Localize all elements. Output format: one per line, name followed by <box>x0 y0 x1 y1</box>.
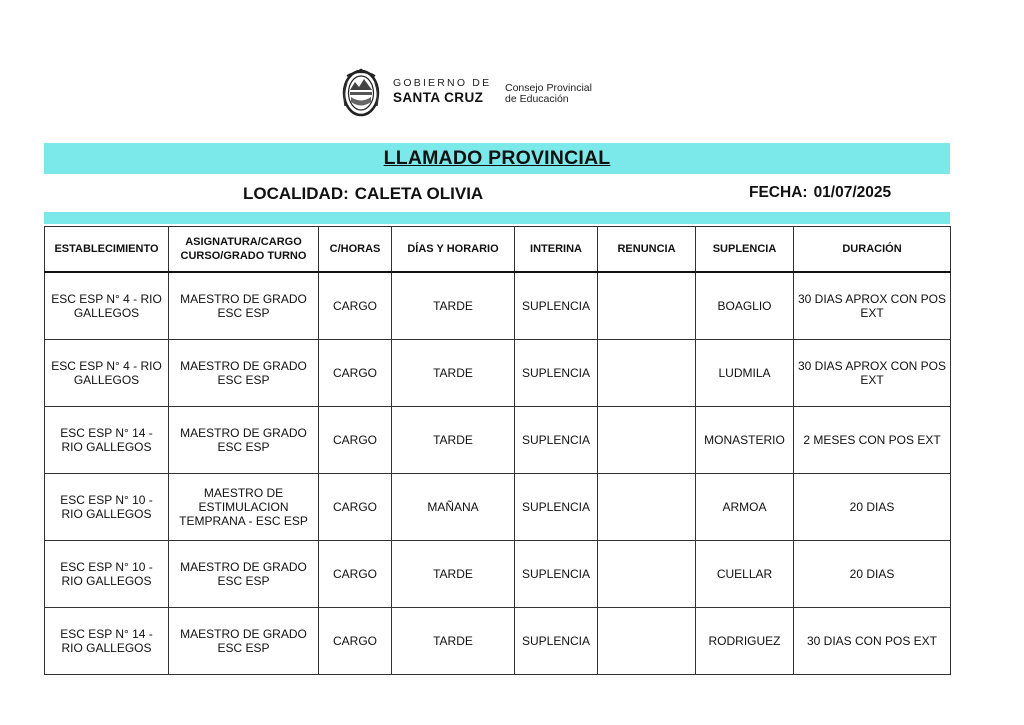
cell-asignatura: MAESTRO DE GRADO ESC ESP <box>169 541 319 608</box>
header-duracion: DURACIÓN <box>794 227 951 273</box>
cell-duracion: 30 DIAS CON POS EXT <box>794 608 951 675</box>
cell-choras: CARGO <box>319 474 392 541</box>
cell-interina: SUPLENCIA <box>515 407 598 474</box>
province-name: SANTA CRUZ <box>393 90 484 105</box>
cell-suplencia: RODRIGUEZ <box>696 608 794 675</box>
cell-choras: CARGO <box>319 541 392 608</box>
cell-asignatura: MAESTRO DE GRADO ESC ESP <box>169 340 319 407</box>
header-suplencia: SUPLENCIA <box>696 227 794 273</box>
cell-duracion: 20 DIAS <box>794 474 951 541</box>
header-asignatura-line2: CURSO/GRADO TURNO <box>180 250 307 262</box>
cell-asignatura: MAESTRO DE GRADO ESC ESP <box>169 608 319 675</box>
cell-asignatura: MAESTRO DE GRADO ESC ESP <box>169 407 319 474</box>
cell-interina: SUPLENCIA <box>515 340 598 407</box>
header-dias: DÍAS Y HORARIO <box>392 227 515 273</box>
cell-duracion: 20 DIAS <box>794 541 951 608</box>
header-asignatura <box>169 227 319 273</box>
cell-establecimiento: ESC ESP N° 10 - RIO GALLEGOS <box>45 541 169 608</box>
cell-dias: TARDE <box>392 608 515 675</box>
cell-interina: SUPLENCIA <box>515 541 598 608</box>
table-row <box>45 407 951 474</box>
cell-establecimiento: ESC ESP N° 14 - RIO GALLEGOS <box>45 608 169 675</box>
cell-dias: TARDE <box>392 340 515 407</box>
cell-duracion: 2 MESES CON POS EXT <box>794 407 951 474</box>
header-interina: INTERINA <box>515 227 598 273</box>
cell-renuncia <box>598 407 696 474</box>
table-row <box>45 474 951 541</box>
header-establecimiento: ESTABLECIMIENTO <box>45 227 169 273</box>
cell-choras: CARGO <box>319 272 392 340</box>
header-renuncia: RENUNCIA <box>598 227 696 273</box>
title-band <box>44 143 950 174</box>
cell-choras: CARGO <box>319 407 392 474</box>
cell-renuncia <box>598 272 696 340</box>
header-logo <box>341 66 603 120</box>
header-choras: C/HORAS <box>319 227 392 273</box>
locality-line <box>243 184 483 204</box>
cell-choras: CARGO <box>319 608 392 675</box>
cell-establecimiento: ESC ESP N° 10 - RIO GALLEGOS <box>45 474 169 541</box>
cell-renuncia <box>598 340 696 407</box>
table-header-row <box>45 227 951 273</box>
cell-renuncia <box>598 608 696 675</box>
table-row <box>45 608 951 675</box>
government-label: GOBIERNO DE <box>393 77 492 89</box>
cell-dias: TARDE <box>392 272 515 340</box>
cell-suplencia: ARMOA <box>696 474 794 541</box>
locality-label: LOCALIDAD: <box>243 184 349 203</box>
council-name-line2: de Educación <box>505 93 569 105</box>
cell-dias: TARDE <box>392 541 515 608</box>
cell-suplencia: CUELLAR <box>696 541 794 608</box>
divider-band <box>44 212 950 224</box>
cell-duracion: 30 DIAS APROX CON POS EXT <box>794 272 951 340</box>
cell-renuncia <box>598 541 696 608</box>
cell-establecimiento: ESC ESP N° 14 - RIO GALLEGOS <box>45 407 169 474</box>
cell-interina: SUPLENCIA <box>515 474 598 541</box>
cell-choras: CARGO <box>319 340 392 407</box>
cell-asignatura: MAESTRO DE ESTIMULACION TEMPRANA - ESC ESP <box>169 474 319 541</box>
cell-suplencia: BOAGLIO <box>696 272 794 340</box>
cell-dias: TARDE <box>392 407 515 474</box>
table-row <box>45 541 951 608</box>
table-row <box>45 340 951 407</box>
provincial-seal-icon <box>341 66 381 118</box>
vacancies-table <box>44 226 951 675</box>
cell-renuncia <box>598 474 696 541</box>
cell-suplencia: LUDMILA <box>696 340 794 407</box>
date-value: 01/07/2025 <box>813 184 892 201</box>
cell-suplencia: MONASTERIO <box>696 407 794 474</box>
header-asignatura-line1: ASIGNATURA/CARGO <box>185 236 302 248</box>
cell-dias: MAÑANA <box>392 474 515 541</box>
cell-interina: SUPLENCIA <box>515 608 598 675</box>
locality-value: CALETA OLIVIA <box>354 184 484 203</box>
cell-interina: SUPLENCIA <box>515 272 598 340</box>
table-row <box>45 272 951 340</box>
cell-asignatura: MAESTRO DE GRADO ESC ESP <box>169 272 319 340</box>
cell-establecimiento: ESC ESP N° 4 - RIO GALLEGOS <box>45 340 169 407</box>
cell-establecimiento: ESC ESP N° 4 - RIO GALLEGOS <box>45 272 169 340</box>
document-title: LLAMADO PROVINCIAL <box>383 147 611 169</box>
cell-duracion: 30 DIAS APROX CON POS EXT <box>794 340 951 407</box>
council-name-line1: Consejo Provincial <box>505 82 592 94</box>
date-line <box>749 184 891 202</box>
date-label: FECHA: <box>749 184 808 201</box>
